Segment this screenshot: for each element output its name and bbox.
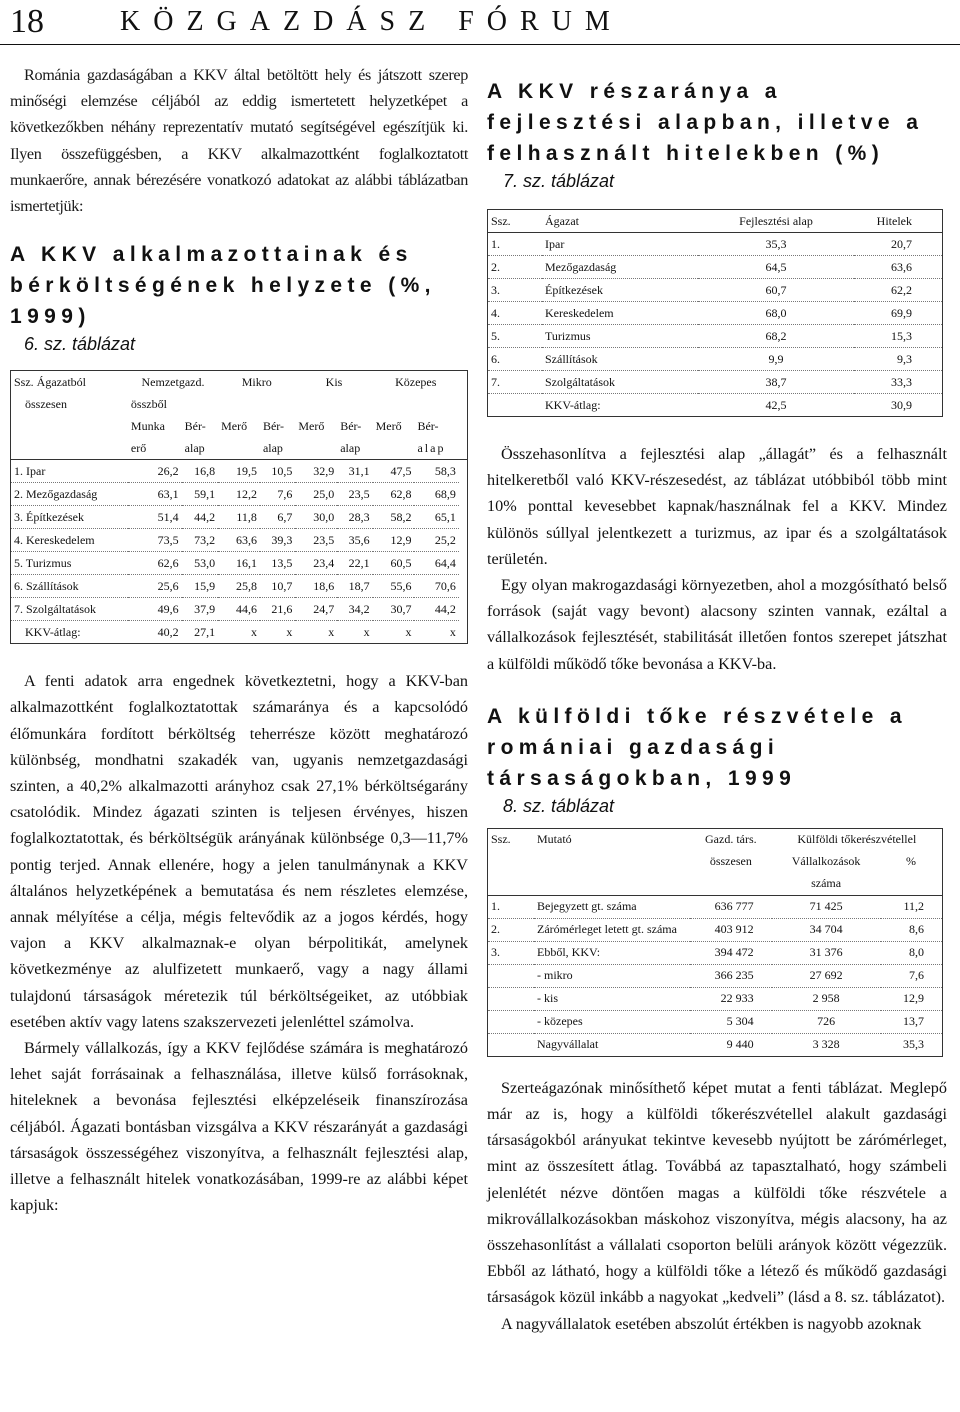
table-cell: KKV-átlag:	[542, 394, 698, 417]
col-kis: Kis	[325, 374, 343, 389]
table-cell: 22 933	[690, 987, 772, 1010]
table-cell: 35,6	[337, 529, 372, 552]
page-header	[0, 0, 960, 44]
table-row	[488, 371, 943, 394]
table-cell: 366 235	[690, 964, 772, 987]
table-cell: 59,1	[182, 483, 218, 506]
intro-paragraph: Románia gazdaságában a KKV által betöltött hely és játszott szerep minőségi elemzése céljából az eddig ismertetett helyzetképet a következőkben néhány reprezentatív mutató segítségével egészítjük ki. Ilyen összefüggésben, a KKV alkalmazottként foglalkoztatott munkaerőre, annak bérezésére vonatkozó adatokat az alábbi táblázatban ismertetjük:	[10, 66, 468, 216]
table-cell: 38,7	[698, 371, 854, 394]
table-cell: 63,1	[128, 483, 182, 506]
col-kozepes: Közepes	[395, 374, 437, 389]
table-cell: 24,7	[295, 598, 337, 621]
table-cell: 726	[772, 1010, 881, 1033]
table-cell: Szolgáltatások	[542, 371, 698, 394]
table-cell: 26,2	[128, 460, 182, 483]
table-cell: 12,9	[881, 987, 943, 1010]
table-cell: 5.	[488, 325, 543, 348]
table-row	[11, 483, 468, 506]
table-cell: 44,2	[414, 598, 458, 621]
table-row	[488, 348, 943, 371]
table-cell: 73,2	[182, 529, 218, 552]
table-row	[11, 460, 468, 483]
table-cell: 1. Ipar	[11, 460, 128, 483]
table-cell	[488, 1033, 535, 1056]
foreign-analysis-paragraph: Szerteágazónak minősíthető képet mutat a fenti táblázat. Meglepő már az is, hogy a külföldi tőkerészvétellel alakult gazdasági társaságokból arányukat tekintve kevesebb nyújtott be zárómérleget, mint az összesített átlag. Továbbá az tapasztalható, hogy számbeli jelenlétét nézve döntően magas a külföldi tőke részvétele a mikrovállalkozásokban máskohoz viszonyítva, mégis alacsony, ha az összehasonlítást a vállalati csoporton belüli arányok között végezzük. Ebből az látható, hogy a külföldi tőke a létező és működő gazdasági társaságok közül inkább a nagyokat „kedveli” (lásd a 8. sz. táblázatot).	[487, 1078, 947, 1307]
table-cell: 33,3	[854, 371, 943, 394]
table-row	[488, 1033, 943, 1056]
table-cell: 58,3	[414, 460, 458, 483]
table-header-row: Munka Bér- Merő Bér- Merő Bér- Merő Bér-	[130, 418, 439, 433]
analysis-paragraph: A fenti adatok arra engednek következtetni, hogy a KKV-ban alkalmazottként foglalkoztatottak számaránya és a kapcsolódó élőmunkára fordított bérköltség teherrésze között meghatározó különbség, mondhatni szakadék van, ugyanis nemzetgazdasági szinten, a 40,2% alkalmazotti arányhoz csak 27,1% bérköltségarány csatolódik. Mindez ágazati szinten is teljesen érvényes, hiszen foglalkoztatottak, és bérköltségük arányának különbsége 0,3—11,7% pontig terjed. Annak ellenére, hogy a jelen tanulmánynak a KKV általános helyzetképének a bemutatása és nem részletes elemzése, annak mélyítése a célja, mégis feltevődik az a jogos kérdés, hogy vajon a KKV alkalmaznak-e olyan bérpolitikát, amelynek következménye az alulfizetett munkaerő, vagy a nagy állami tulajdonú társaságok méretezik túl bérköltségeiket, az utóbbiak esetében aktív vagy latens szakszervezeti jelenléttel számolva.	[10, 672, 468, 1031]
table-header-row	[11, 371, 468, 394]
table-cell: 34 704	[772, 918, 881, 941]
development-fund-table	[487, 209, 943, 417]
table-cell: x	[260, 621, 295, 644]
comparison-paragraph: Összehasonlítva a fejlesztési alap „állagát” és a felhasznált hitelkeretből való KKV-részesedést, az táblázat utóbbiból több mint 10% ponttal kevesebbet kapnak/használnak fel a KKV. Mindez különös súllyal jelentkezett a turizmus, az ipar és a szolgáltatások területén.	[487, 445, 947, 568]
col-ssz: Ssz. Ágazatból	[14, 374, 86, 389]
table-cell: Bejegyzett gt. száma	[534, 895, 690, 918]
table-cell: 28,3	[337, 506, 372, 529]
table-8-number: 8. sz. táblázat	[503, 795, 615, 816]
table-cell: 25,2	[414, 529, 458, 552]
table-cell	[488, 1010, 535, 1033]
section-heading-funds: A KKV részaránya a fejlesztési alapban, illetve a felhasznált hitelekben (%)	[487, 80, 924, 165]
table-cell: 12,9	[373, 529, 415, 552]
table-6-number: 6. sz. táblázat	[24, 334, 136, 355]
table-cell: 636 777	[690, 895, 772, 918]
table-row	[488, 1010, 943, 1033]
table-row	[11, 621, 468, 644]
table-cell: Szállítások	[542, 348, 698, 371]
table-row	[488, 233, 943, 256]
funding-paragraph: Bármely vállalkozás, így a KKV fejlődése számára is meghatározó lehet saját forrásainak a felhasználása, illetve külső forrásoknak, hiteleknek a bevonása fejlesztési elképzeléseik finanszírozása céljából. Ágazati bontásban vizsgálva a KKV részarányát a gazdasági társaságok összességéhez viszonyítva, a felhasznált fejlesztési alap, illetve a felhasznált hitelek vonatkozásában, 1999-re az alábbi képet kapjuk:	[10, 1039, 468, 1215]
table-cell: 3 328	[772, 1033, 881, 1056]
table-cell: 15,9	[182, 575, 218, 598]
table-cell: 7,6	[260, 483, 295, 506]
table-cell: 6,7	[260, 506, 295, 529]
table-row	[11, 552, 468, 575]
table-row	[488, 964, 943, 987]
table-header-row: összesen Vállalkozások %	[709, 854, 916, 869]
table-cell: Nagyvállalat	[534, 1033, 690, 1056]
journal-title: KÖZGAZDÁSZ FÓRUM	[120, 6, 623, 37]
table-row	[488, 987, 943, 1010]
table-cell: 63,6	[854, 256, 943, 279]
table-cell: Mezőgazdaság	[542, 256, 698, 279]
table-cell: 2.	[488, 918, 535, 941]
table-cell: 35,3	[698, 233, 854, 256]
table-cell: Turizmus	[542, 325, 698, 348]
table-cell: 5 304	[690, 1010, 772, 1033]
table-header-row: Ssz. Ágazat Fejlesztési alap Hitelek	[488, 210, 943, 233]
table-cell: 9 440	[690, 1033, 772, 1056]
table-cell: 30,0	[295, 506, 337, 529]
table-cell: 68,0	[698, 302, 854, 325]
table-cell: 18,7	[337, 575, 372, 598]
table-cell: 8,0	[881, 941, 943, 964]
table-cell: 53,0	[182, 552, 218, 575]
table-cell: 68,9	[414, 483, 458, 506]
table-cell: 2. Mezőgazdaság	[11, 483, 128, 506]
table-cell: 34,2	[337, 598, 372, 621]
left-column	[10, 62, 468, 1218]
table-cell: 21,6	[260, 598, 295, 621]
table-cell: 11,8	[218, 506, 260, 529]
table-cell: x	[218, 621, 260, 644]
table-cell: 63,6	[218, 529, 260, 552]
table-cell: 3.	[488, 279, 543, 302]
table-cell: 23,5	[337, 483, 372, 506]
table-header-row: összesen összből	[25, 396, 167, 411]
col-nemzetgazd: Nemzetgazd.	[141, 374, 205, 389]
table-cell: Zárómérleget letett gt. száma	[534, 918, 690, 941]
table-row	[11, 598, 468, 621]
table-cell: 68,2	[698, 325, 854, 348]
table-cell: 394 472	[690, 941, 772, 964]
large-companies-paragraph: A nagyvállalatok esetében abszolút értékben is nagyobb azoknak	[501, 1314, 922, 1333]
table-row	[488, 256, 943, 279]
table-cell: 60,5	[373, 552, 415, 575]
table-row	[488, 895, 943, 918]
table-cell: 27,1	[182, 621, 218, 644]
table-cell: 39,3	[260, 529, 295, 552]
table-row	[11, 506, 468, 529]
table-cell: 69,9	[854, 302, 943, 325]
table-cell: 13,5	[260, 552, 295, 575]
table-cell: 9,9	[698, 348, 854, 371]
table-cell: 25,0	[295, 483, 337, 506]
table-cell: Kereskedelem	[542, 302, 698, 325]
table-cell: 7.	[488, 371, 543, 394]
table-cell: 42,5	[698, 394, 854, 417]
table-cell: 40,2	[128, 621, 182, 644]
table-cell: 64,5	[698, 256, 854, 279]
right-column	[487, 62, 947, 1337]
table-cell: 1.	[488, 895, 535, 918]
table-cell: 8,6	[881, 918, 943, 941]
table-cell: 6. Szállítások	[11, 575, 128, 598]
table-cell: 32,9	[295, 460, 337, 483]
table-cell: 30,9	[854, 394, 943, 417]
table-cell: 27 692	[772, 964, 881, 987]
table-cell: 1.	[488, 233, 543, 256]
table-cell: 35,3	[881, 1033, 943, 1056]
table-row	[488, 302, 943, 325]
table-cell: Építkezések	[542, 279, 698, 302]
employees-wage-table	[10, 370, 468, 644]
table-cell: x	[337, 621, 372, 644]
table-cell	[488, 964, 535, 987]
section-heading-employees: A KKV alkalmazottainak és bérköltségének helyzete (%, 1999)	[10, 243, 436, 329]
table-cell: 11,2	[881, 895, 943, 918]
table-cell: 13,7	[881, 1010, 943, 1033]
table-cell: 73,5	[128, 529, 182, 552]
table-cell: Ipar	[542, 233, 698, 256]
foreign-capital-table	[487, 828, 943, 1057]
table-cell: 44,2	[182, 506, 218, 529]
table-cell: 64,4	[414, 552, 458, 575]
table-cell: 31,1	[337, 460, 372, 483]
table-row	[488, 394, 943, 417]
table-cell: 10,7	[260, 575, 295, 598]
table-header-row: száma	[488, 873, 943, 896]
table-cell: 16,8	[182, 460, 218, 483]
table-row	[488, 325, 943, 348]
table-cell: 2 958	[772, 987, 881, 1010]
table-cell: 23,5	[295, 529, 337, 552]
table-cell: 44,6	[218, 598, 260, 621]
table-cell: x	[414, 621, 458, 644]
table-cell: 25,8	[218, 575, 260, 598]
table-cell: 65,1	[414, 506, 458, 529]
table-cell: 12,2	[218, 483, 260, 506]
table-cell: Ebből, KKV:	[534, 941, 690, 964]
table-cell: x	[295, 621, 337, 644]
table-cell: - kis	[534, 987, 690, 1010]
col-mikro: Mikro	[241, 374, 272, 389]
table-cell: 70,6	[414, 575, 458, 598]
table-row	[488, 918, 943, 941]
table-row	[11, 529, 468, 552]
macro-paragraph: Egy olyan makrogazdasági környezetben, ahol a mozgósítható belső források (saját vagy bevont) alacsony szinten vannak, ezáltal a vállalkozások fejlesztését, stabilitását illetően fontos szerepet játszhat a külföldi működő tőke bevonása a KKV-ba.	[487, 576, 947, 673]
table-cell: 403 912	[690, 918, 772, 941]
table-cell: 20,7	[854, 233, 943, 256]
table-cell: 30,7	[373, 598, 415, 621]
table-cell: 62,8	[373, 483, 415, 506]
table-cell: 18,6	[295, 575, 337, 598]
table-cell: - mikro	[534, 964, 690, 987]
table-cell: 47,5	[373, 460, 415, 483]
table-cell: 5. Turizmus	[11, 552, 128, 575]
table-cell: 19,5	[218, 460, 260, 483]
table-row	[488, 941, 943, 964]
table-cell: 3.	[488, 941, 535, 964]
table-cell: 6.	[488, 348, 543, 371]
table-cell: 51,4	[128, 506, 182, 529]
table-cell: 60,7	[698, 279, 854, 302]
table-header-row: Ssz. Mutató Gazd. társ. Külföldi tőkerészvétellel	[491, 832, 917, 847]
table-cell: 9,3	[854, 348, 943, 371]
table-cell: 4. Kereskedelem	[11, 529, 128, 552]
table-header-row: erő alap alap alap alap	[11, 437, 468, 460]
table-cell: 25,6	[128, 575, 182, 598]
table-cell: - közepes	[534, 1010, 690, 1033]
table-cell: 31 376	[772, 941, 881, 964]
table-cell: x	[373, 621, 415, 644]
table-cell	[488, 987, 535, 1010]
table-cell: 16,1	[218, 552, 260, 575]
table-cell: 7. Szolgáltatások	[11, 598, 128, 621]
table-cell: 62,2	[854, 279, 943, 302]
table-cell: 15,3	[854, 325, 943, 348]
table-cell: 71 425	[772, 895, 881, 918]
table-row	[11, 575, 468, 598]
table-cell: 23,4	[295, 552, 337, 575]
table-cell: 22,1	[337, 552, 372, 575]
table-cell: 62,6	[128, 552, 182, 575]
table-cell: 55,6	[373, 575, 415, 598]
table-cell: 58,2	[373, 506, 415, 529]
table-cell	[488, 394, 543, 417]
table-7-number: 7. sz. táblázat	[503, 171, 615, 191]
table-cell: 7,6	[881, 964, 943, 987]
table-cell: 4.	[488, 302, 543, 325]
header-rule	[0, 44, 960, 45]
page-number: 18	[10, 3, 44, 40]
table-cell: 2.	[488, 256, 543, 279]
section-heading-foreign-capital: A külföldi tőke részvétele a romániai gazdasági társaságokban, 1999	[487, 704, 908, 790]
table-row	[488, 279, 943, 302]
table-cell: 10,5	[260, 460, 295, 483]
table-cell: 37,9	[182, 598, 218, 621]
table-cell: 49,6	[128, 598, 182, 621]
table-cell: 3. Építkezések	[11, 506, 128, 529]
table-cell: KKV-átlag:	[11, 621, 128, 644]
